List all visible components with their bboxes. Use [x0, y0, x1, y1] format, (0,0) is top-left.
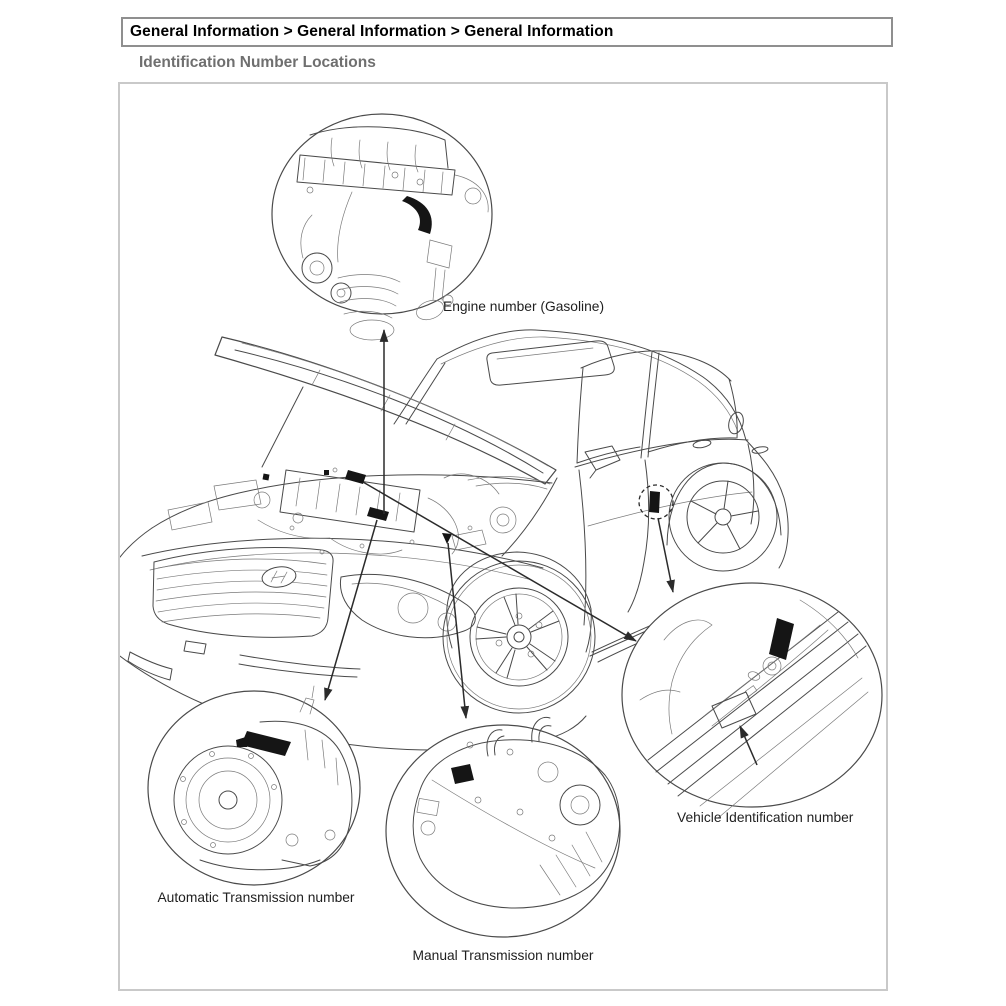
label-vehicle-identification-number: Vehicle Identification number: [677, 810, 854, 825]
hyundai-logo: [261, 565, 297, 590]
hood-prop-rod: [262, 387, 303, 467]
arrow-to-at-circle: [325, 520, 377, 700]
page-title: Identification Number Locations: [139, 54, 376, 71]
rear-door-handle: [752, 446, 769, 455]
open-hood: [215, 337, 556, 484]
vin-location-dashed-circle: [639, 485, 673, 519]
label-engine-number: Engine number (Gasoline): [443, 299, 605, 314]
label-automatic-transmission-number: Automatic Transmission number: [157, 890, 355, 905]
engine-plate-mark: [367, 507, 389, 521]
breadcrumb: [121, 17, 893, 47]
figure-container: [118, 82, 888, 991]
transmission-plate-mark: [442, 533, 452, 544]
label-manual-transmission-number: Manual Transmission number: [412, 948, 594, 963]
sunroof: [487, 341, 614, 385]
arrow-to-vin-circle: [363, 482, 636, 641]
vin-detail-circle: [622, 583, 882, 818]
breadcrumb-text: General Information > General Information > General Information: [130, 23, 614, 40]
grille: [153, 547, 333, 637]
cowl-plate-mark: [345, 470, 366, 484]
rear-wheel: [667, 463, 781, 571]
side-mirror: [585, 446, 620, 478]
identification-number-diagram: [120, 84, 886, 989]
at-detail-circle: [148, 686, 360, 885]
front-wheel: [443, 552, 595, 713]
